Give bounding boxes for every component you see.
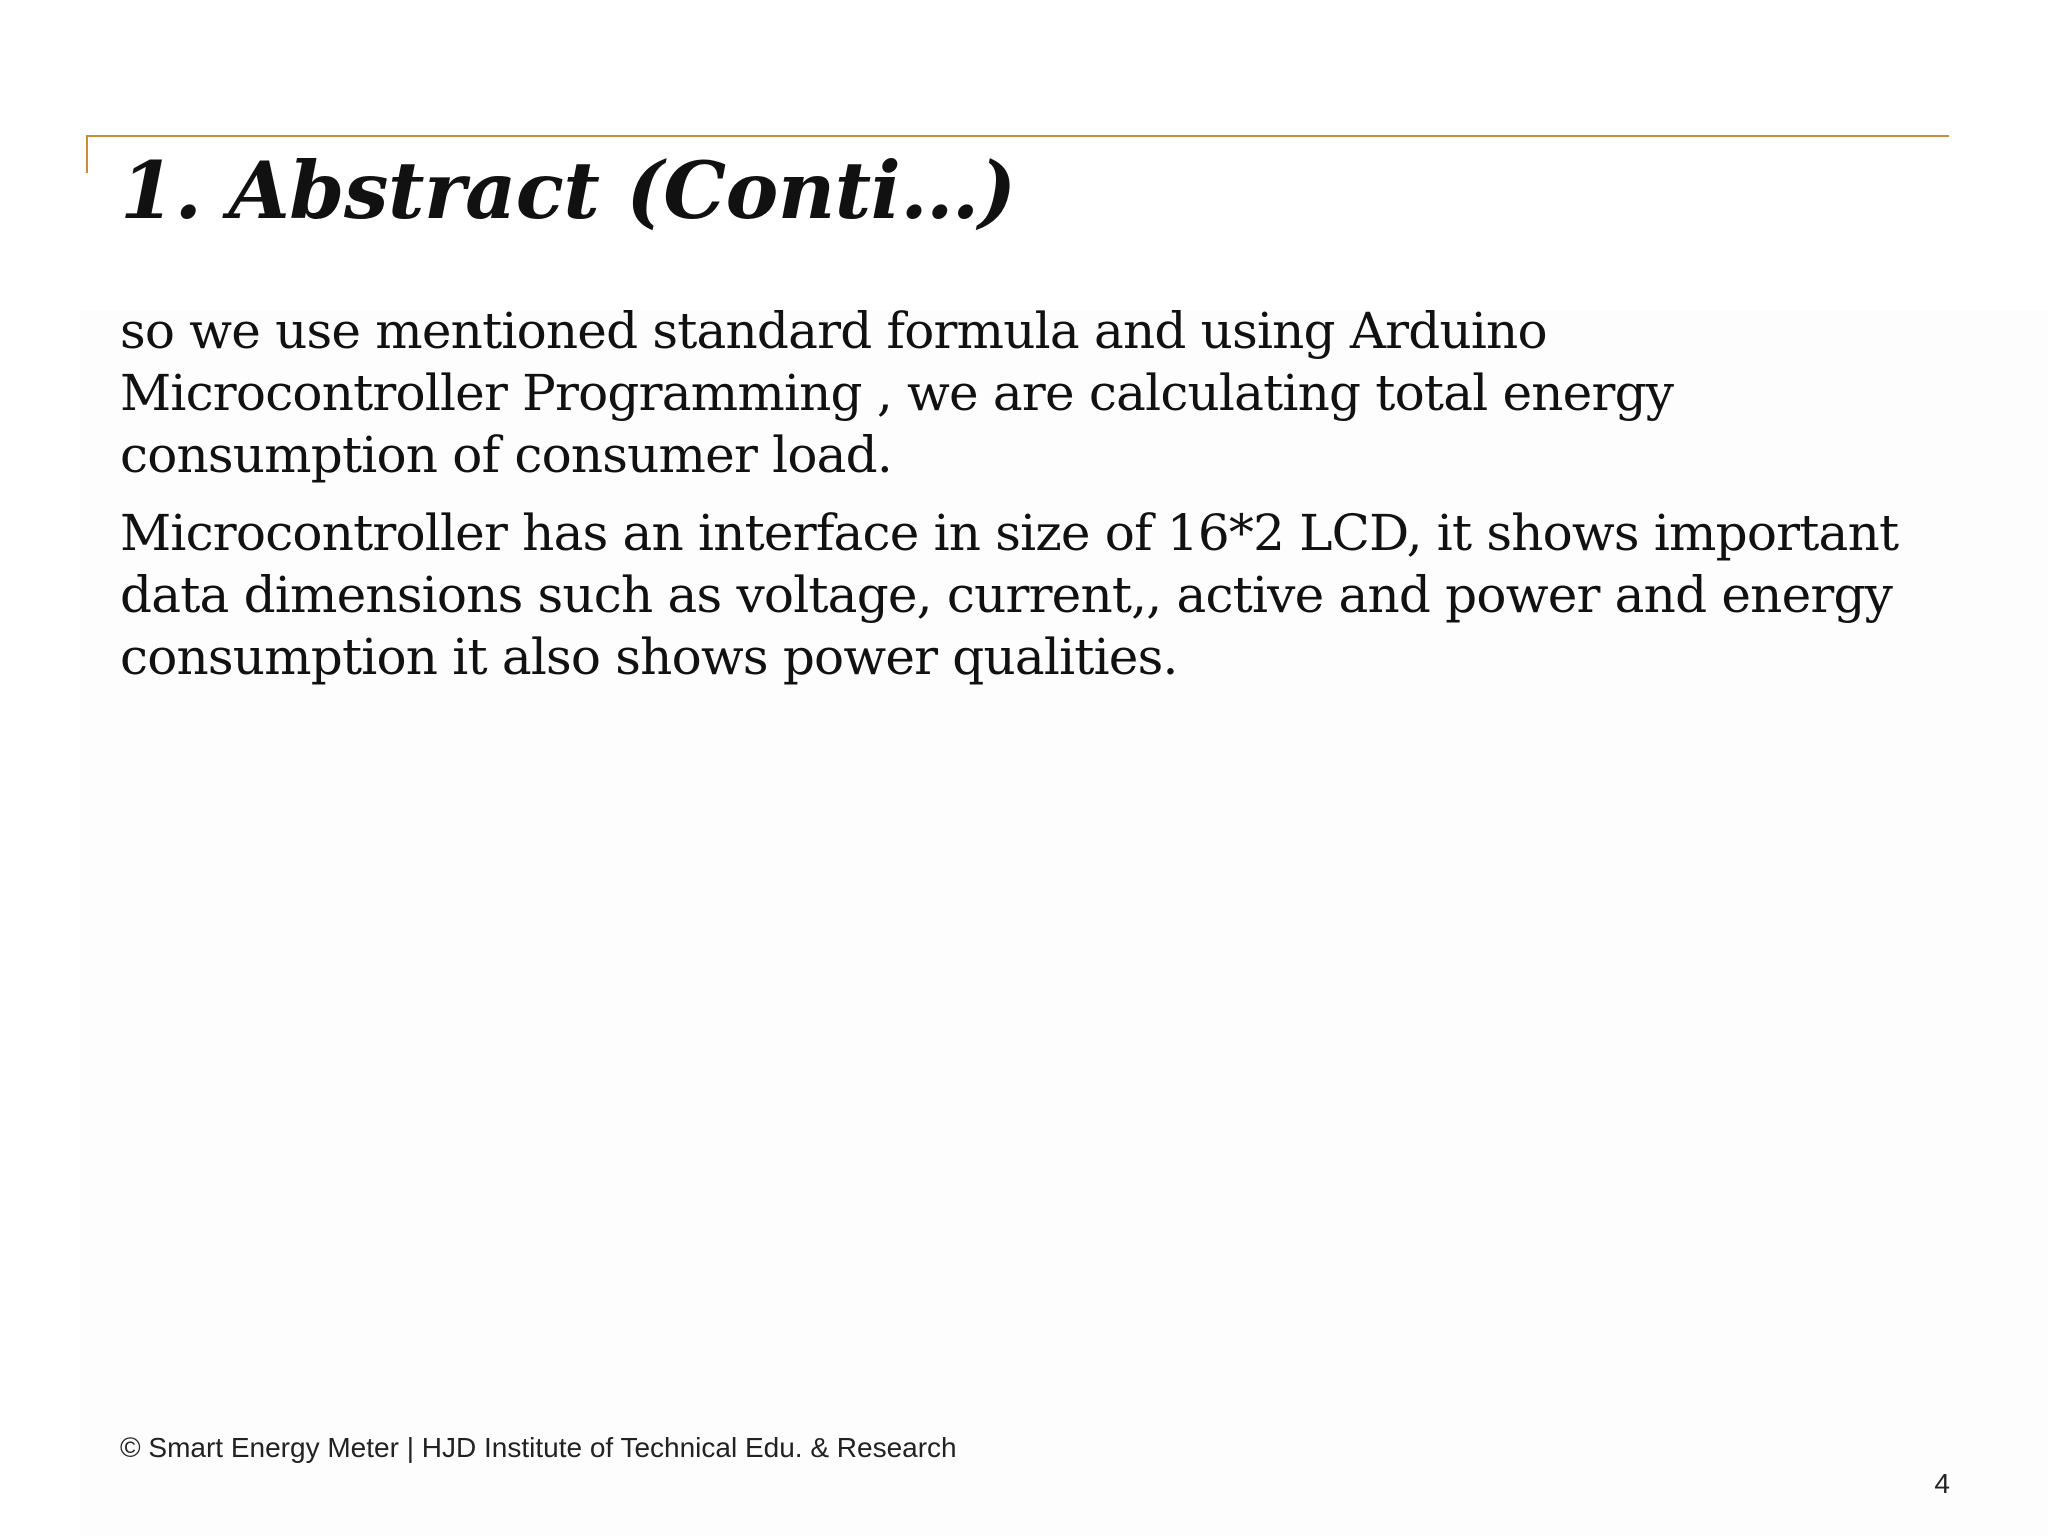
body-paragraph: Microcontroller has an interface in size of 16*2 LCD, it shows important data dimensions such as voltage, current,, active and power and energy consumption it also shows power qualities. xyxy=(120,504,1899,686)
slide-title: 1. Abstract (Conti…) xyxy=(120,144,1016,237)
title-accent-rule xyxy=(86,135,1949,137)
title-accent-tick xyxy=(86,135,88,173)
slide-body xyxy=(120,300,1920,704)
body-paragraph: so we use mentioned standard formula and using Arduino Microcontroller Programming , we are calculating total energy consumption of consumer load. xyxy=(120,302,1674,484)
slide-footer: © Smart Energy Meter | HJD Institute of Technical Edu. & Research xyxy=(120,1432,957,1463)
page-number: 4 xyxy=(1934,1468,1950,1499)
